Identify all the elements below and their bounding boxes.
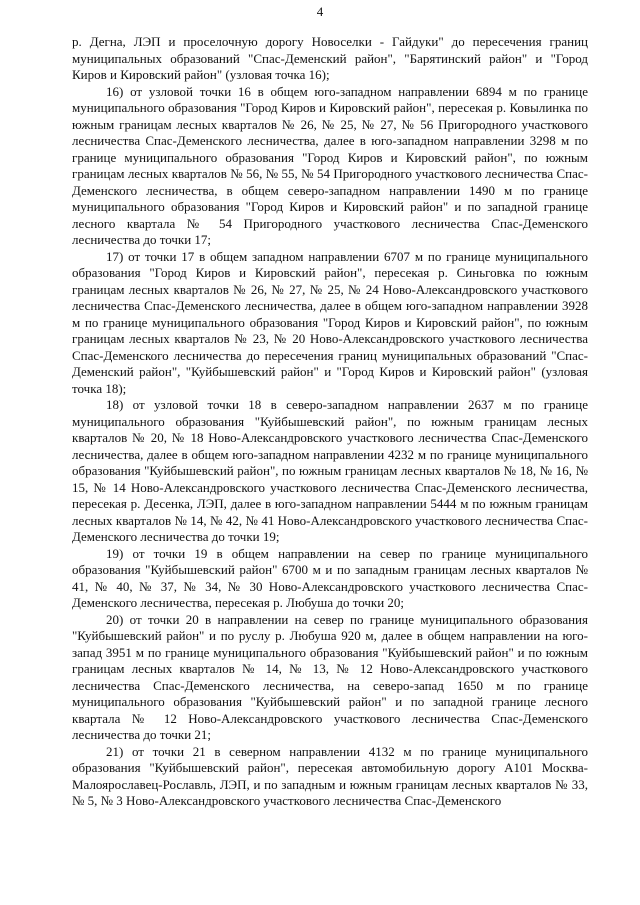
paragraph-continuation: р. Дегна, ЛЭП и проселочную дорогу Новоселки - Гайдуки" до пересечения границ муниципальных образований "Спас-Деменский район", "Барятинский район" и "Город Киров и Кировский район" (узловая точка 16);	[72, 34, 588, 82]
paragraph-item-18: 18) от узловой точки 18 в северо-западном направлении 2637 м по границе муниципального образования "Куйбышевский район", по южным границам лесных кварталов № 20, № 18 Ново-Александровского участкового лесничества Спас-Деменского лесничества, далее в общем юго-западном направлении 4232 м по границе муниципального образования "Куйбышевский район", по южным границам лесных кварталов № 18, № 16, № 15, № 14 Ново-Александровского участкового лесничества Спас-Деменского лесничества, пересекая р. Десенка, ЛЭП, далее в юго-западном направлении 5444 м по южным границам лесных кварталов № 14, № 42, № 41 Ново-Александровского участкового лесничества Спас-Деменского лесничества до точки 19;	[72, 397, 588, 544]
page-number: 4	[316, 4, 324, 19]
paragraph-item-19: 19) от точки 19 в общем направлении на север по границе муниципального образования "Куйбышевский район" 6700 м и по западным границам лесных кварталов № 41, № 40, № 37, № 34, № 30 Ново-Александровского участкового лесничества Спас-Деменского лесничества, пересекая р. Любуша до точки 20;	[72, 545, 588, 610]
paragraph-item-16: 16) от узловой точки 16 в общем юго-западном направлении 6894 м по границе муниципального образования "Город Киров и Кировский район", пересекая р. Ковылинка по южным границам лесных кварталов № 26, № 25, № 27, № 56 Пригородного участкового лесничества Спас-Деменского лесничества, далее в юго-западном направлении 3298 м по границе муниципального образования "Город Киров и Кировский район", по южным границам лесных кварталов № 56, № 55, № 54 Пригородного участкового лесничества Спас-Деменского лесничества, в общем северо-западном направлении 1490 м по границе муниципального образования "Город Киров и Кировский район" и по западной границе лесного квартала № 54 Пригородного участкового лесничества Спас-Деменского лесничества до точки 17;	[72, 83, 588, 247]
paragraph-item-21: 21) от точки 21 в северном направлении 4132 м по границе муниципального образования "Куйбышевский район", пересекая автомобильную дорогу А101 Москва-Малоярославец-Рославль, ЛЭП, и по западным и южным границам лесных кварталов № 33, № 5, № 3 Ново-Александровского участкового лесничества Спас-Деменского	[72, 743, 588, 808]
paragraph-item-20: 20) от точки 20 в направлении на север по границе муниципального образования "Куйбышевский район" и по руслу р. Любуша 920 м, далее в общем направлении на юго-запад 3951 м по границе муниципального образования "Куйбышевский район" и по южным границам лесных кварталов № 14, № 13, № 12 Ново-Александровского участкового лесничества Спас-Деменского лесничества, на северо-запад 1650 м по границе муниципального образования "Куйбышевский район" и по западной границе лесного квартала № 12 Ново-Александровского участкового лесничества Спас-Деменского лесничества до точки 21;	[72, 611, 588, 742]
document-body	[72, 34, 588, 810]
paragraph-item-17: 17) от точки 17 в общем западном направлении 6707 м по границе муниципального образования "Город Киров и Кировский район", пересекая р. Синьговка по южным границам лесных кварталов № 26, № 27, № 25, № 24 Ново-Александровского участкового лесничества Спас-Деменского лесничества, далее в общем юго-западном направлении 3928 м по границе муниципального образования "Город Киров и Кировский район", по южным границам лесных кварталов № 23, № 20 Ново-Александровского участкового лесничества Спас-Деменского лесничества до пересечения границ муниципальных образований "Спас-Деменский район", "Куйбышевский район" и "Город Киров и Кировский район" (узловая точка 18);	[72, 248, 588, 396]
